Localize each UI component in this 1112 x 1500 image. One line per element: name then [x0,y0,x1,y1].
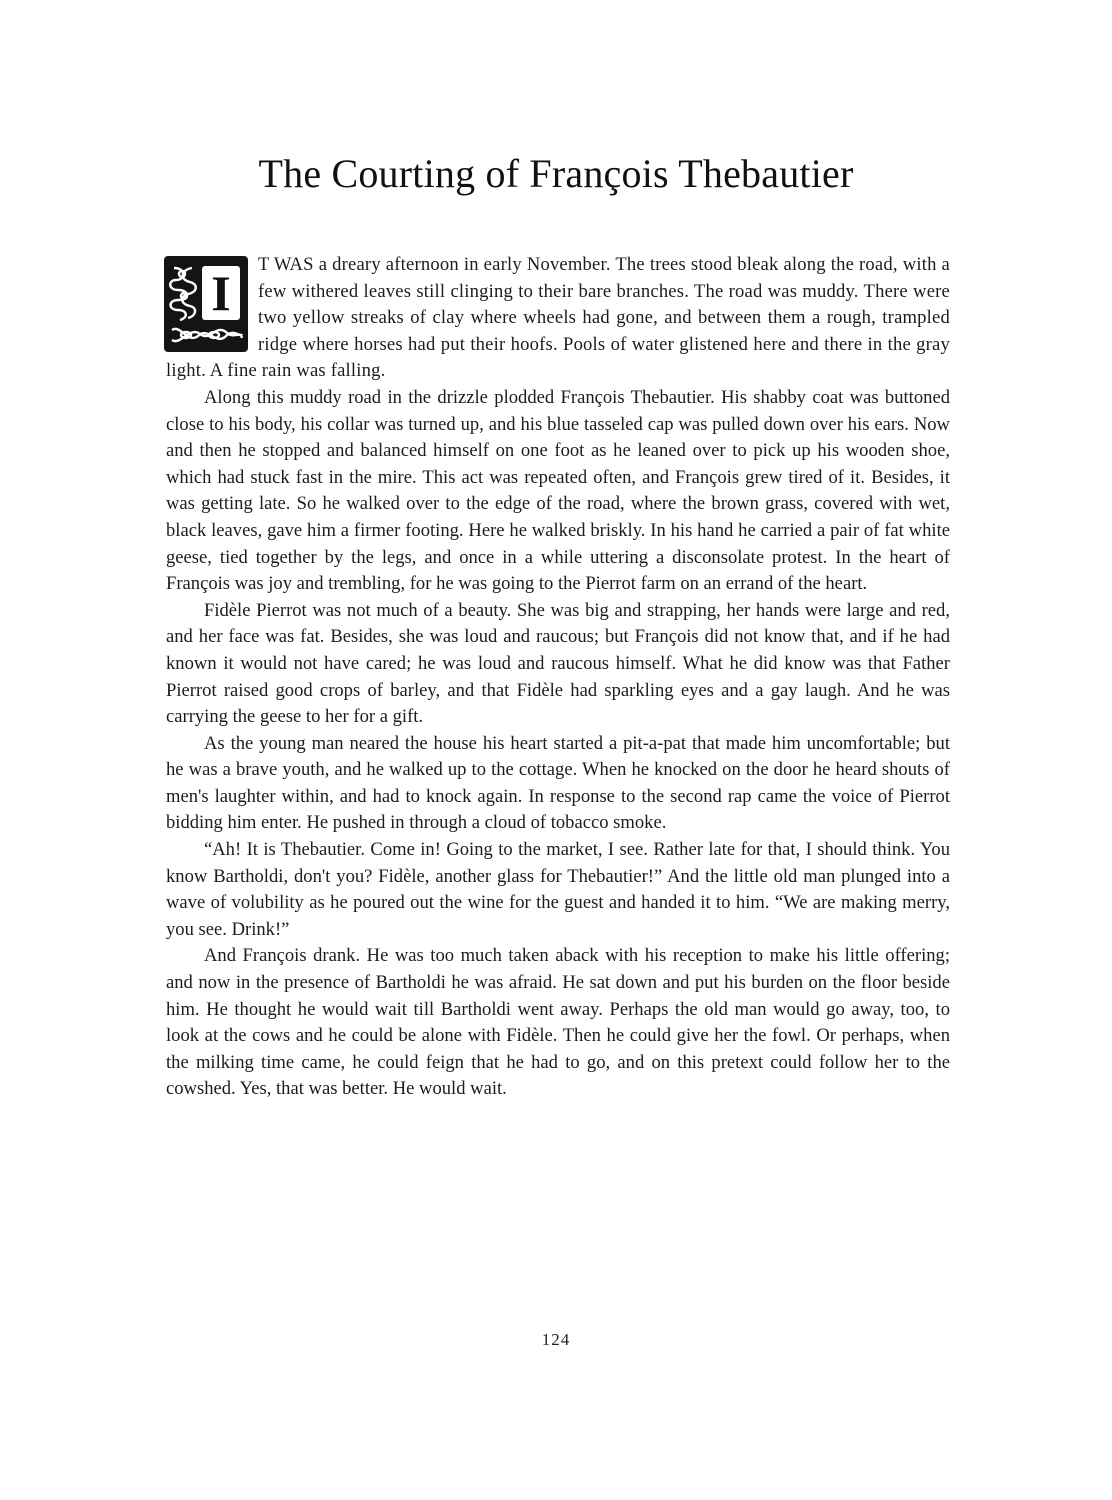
paragraph-1 [166,252,950,385]
paragraph-4: As the young man neared the house his heart started a pit-a-pat that made him uncomfortable; but he was a brave youth, and he walked up to the cottage. When he knocked on the door he heard shouts of men's laughter within, and had to knock again. In response to the second rap came the voice of Pierrot bidding him enter. He pushed in through a cloud of tobacco smoke. [166,732,950,834]
paragraph-2: Along this muddy road in the drizzle plodded François Thebautier. His shabby coat was buttoned close to his body, his collar was turned up, and his blue tasseled cap was pulled down over his ears. Now and then he stopped and balanced himself on one foot as he leaned over to pick up his wooden shoe, which had stuck fast in the mire. This act was repeated often, and François grew tired of it. Besides, it was getting late. So he walked over to the edge of the road, where the brown grass, covered with wet, black leaves, gave him a firmer footing. Here he walked briskly. In his hand he carried a pair of fat white geese, tied together by the legs, and once in a while uttering a disconsolate protest. In the heart of François was joy and trembling, for he was going to the Pierrot farm on an errand of the heart. [166,386,950,595]
chapter-title: The Courting of François Thebautier [258,151,854,196]
drop-cap-letter: I [202,266,240,320]
paragraph-3: Fidèle Pierrot was not much of a beauty. She was big and strapping, her hands were large and red, and her face was fat. Besides, she was loud and raucous; but François did not know that, and if he had known it would not have cared; he was loud and raucous himself. What he did know was that Father Pierrot raised good crops of barley, and that Fidèle had sparkling eyes and a gay laugh. And he was carrying the geese to her for a gift. [166,599,950,728]
paragraph-1-text: T WAS a dreary afternoon in early November. The trees stood bleak along the road, with a few withered leaves still clinging to their bare branches. The road was muddy. There were two yellow streaks of clay where wheels had gone, and between them a rough, trampled ridge where horses had put their hoofs. Pools of water glistened here and there in the gray light. A fine rain was falling. [166,254,950,382]
paragraph-5: “Ah! It is Thebautier. Come in! Going to the market, I see. Rather late for that, I should think. You know Bartholdi, don't you? Fidèle, another glass for Thebautier!” And the little old man plunged into a wave of volubility as he poured out the wine for the guest and handed it to him. “We are making merry, you see. Drink!” [166,839,950,940]
paragraph-6: And François drank. He was too much taken aback with his reception to make his little offering; and now in the presence of Bartholdi he was afraid. He sat down and put his burden on the floor beside him. He thought he would wait till Bartholdi went away. Perhaps the old man would go away, too, to look at the cows and he could be alone with Fidèle. Then he could give her the fowl. Or perhaps, when the milking time came, he could feign that he had to go, and on this pretext could follow her to the cowshed. Yes, that was better. He would wait. [166,945,950,1100]
page-number: 124 [541,1330,571,1349]
ornamental-drop-cap [164,256,248,352]
chapter-body [166,252,950,1103]
